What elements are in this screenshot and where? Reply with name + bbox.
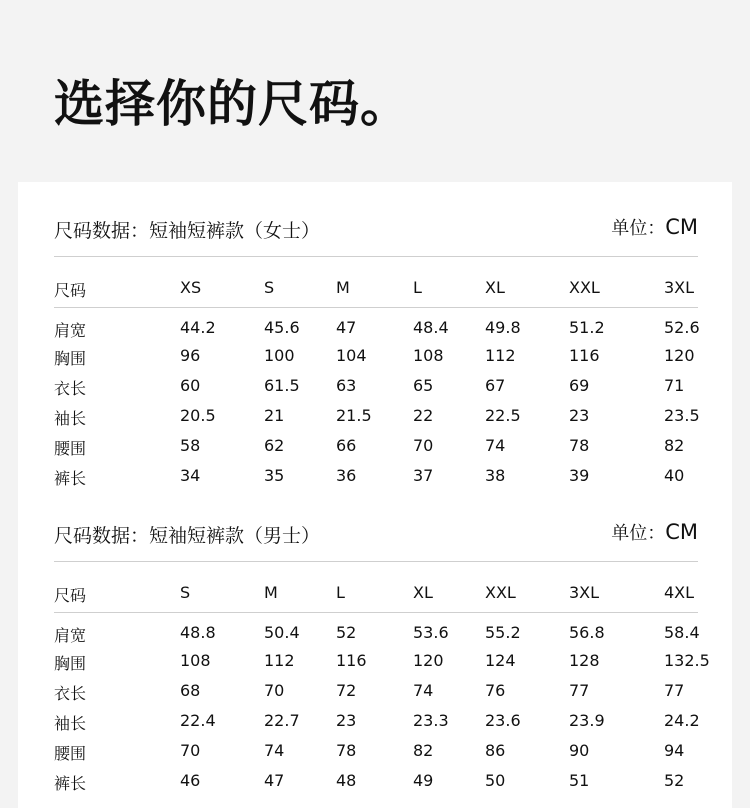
measurement-row xyxy=(54,681,734,705)
measurement-value: 70 xyxy=(264,681,285,700)
measurement-value: 60 xyxy=(180,376,201,395)
women-size-header-row xyxy=(54,278,734,302)
measurement-value: 38 xyxy=(485,466,506,485)
measurement-value: 23 xyxy=(336,711,357,730)
measurement-row xyxy=(54,623,734,647)
size-column-header: XL xyxy=(485,278,505,297)
measurement-value: 51.2 xyxy=(569,318,605,337)
measurement-row xyxy=(54,406,734,430)
measurement-value: 23.9 xyxy=(569,711,605,730)
measurement-value: 100 xyxy=(264,346,295,365)
measurement-value: 70 xyxy=(180,741,201,760)
measurement-value: 72 xyxy=(336,681,357,700)
men-unit-value: CM xyxy=(665,520,698,544)
measurement-value: 62 xyxy=(264,436,285,455)
size-column-header: XS xyxy=(180,278,202,297)
measurement-value: 61.5 xyxy=(264,376,300,395)
measurement-label: 肩宽 xyxy=(54,626,87,645)
measurement-value: 128 xyxy=(569,651,600,670)
measurement-value: 108 xyxy=(180,651,211,670)
measurement-value: 116 xyxy=(569,346,600,365)
size-column-header: L xyxy=(336,583,345,602)
measurement-value: 120 xyxy=(664,346,695,365)
measurement-value: 96 xyxy=(180,346,201,365)
measurement-value: 48.8 xyxy=(180,623,216,642)
measurement-value: 63 xyxy=(336,376,357,395)
size-column-header: S xyxy=(264,278,275,297)
men-size-header-row xyxy=(54,583,734,607)
measurement-value: 69 xyxy=(569,376,590,395)
measurement-value: 40 xyxy=(664,466,685,485)
measurement-label: 胸围 xyxy=(54,654,87,673)
measurement-value: 22.5 xyxy=(485,406,521,425)
divider xyxy=(54,307,698,308)
measurement-value: 76 xyxy=(485,681,506,700)
measurement-value: 124 xyxy=(485,651,516,670)
size-column-header: XXL xyxy=(569,278,600,297)
measurement-value: 22.7 xyxy=(264,711,300,730)
measurement-value: 74 xyxy=(413,681,434,700)
measurement-value: 94 xyxy=(664,741,685,760)
measurement-value: 71 xyxy=(664,376,685,395)
measurement-value: 120 xyxy=(413,651,444,670)
measurement-value: 49.8 xyxy=(485,318,521,337)
size-chart-card xyxy=(18,182,732,808)
measurement-value: 77 xyxy=(664,681,685,700)
measurement-value: 20.5 xyxy=(180,406,216,425)
measurement-label: 衣长 xyxy=(54,379,87,398)
men-section-title: 尺码数据：短袖短裤款（男士） xyxy=(54,525,321,547)
measurement-value: 52 xyxy=(336,623,357,642)
measurement-value: 77 xyxy=(569,681,590,700)
measurement-row xyxy=(54,346,734,370)
measurement-row xyxy=(54,466,734,490)
measurement-value: 78 xyxy=(569,436,590,455)
measurement-label: 肩宽 xyxy=(54,321,87,340)
measurement-row xyxy=(54,651,734,675)
measurement-value: 56.8 xyxy=(569,623,605,642)
measurement-value: 21.5 xyxy=(336,406,372,425)
measurement-value: 52 xyxy=(664,771,685,790)
measurement-label: 衣长 xyxy=(54,684,87,703)
measurement-value: 82 xyxy=(664,436,685,455)
measurement-value: 58 xyxy=(180,436,201,455)
size-column-header: L xyxy=(413,278,422,297)
size-column-header: XL xyxy=(413,583,433,602)
measurement-value: 24.2 xyxy=(664,711,700,730)
measurement-value: 23 xyxy=(569,406,590,425)
measurement-value: 104 xyxy=(336,346,367,365)
measurement-value: 49 xyxy=(413,771,434,790)
women-unit-label: 单位： xyxy=(611,218,666,239)
measurement-row xyxy=(54,771,734,795)
measurement-value: 50.4 xyxy=(264,623,300,642)
size-column-header: S xyxy=(180,583,191,602)
measurement-value: 48 xyxy=(336,771,357,790)
measurement-row xyxy=(54,318,734,342)
measurement-value: 23.3 xyxy=(413,711,449,730)
measurement-value: 90 xyxy=(569,741,590,760)
page-title: 选择你的尺码。 xyxy=(54,75,411,133)
measurement-value: 50 xyxy=(485,771,506,790)
measurement-value: 21 xyxy=(264,406,285,425)
measurement-value: 55.2 xyxy=(485,623,521,642)
size-column-header: XXL xyxy=(485,583,516,602)
measurement-value: 47 xyxy=(336,318,357,337)
measurement-value: 70 xyxy=(413,436,434,455)
size-header-label: 尺码 xyxy=(54,281,87,300)
size-column-header: M xyxy=(336,278,350,297)
size-column-header: 4XL xyxy=(664,583,695,602)
measurement-value: 45.6 xyxy=(264,318,300,337)
measurement-value: 34 xyxy=(180,466,201,485)
measurement-row xyxy=(54,376,734,400)
measurement-value: 58.4 xyxy=(664,623,700,642)
men-unit-label: 单位： xyxy=(611,523,666,544)
measurement-value: 23.6 xyxy=(485,711,521,730)
measurement-value: 46 xyxy=(180,771,201,790)
measurement-value: 82 xyxy=(413,741,434,760)
measurement-label: 裤长 xyxy=(54,469,87,488)
size-column-header: 3XL xyxy=(569,583,600,602)
measurement-row xyxy=(54,711,734,735)
measurement-value: 67 xyxy=(485,376,506,395)
measurement-value: 74 xyxy=(485,436,506,455)
women-section-title: 尺码数据：短袖短裤款（女士） xyxy=(54,220,321,242)
measurement-label: 胸围 xyxy=(54,349,87,368)
measurement-label: 腰围 xyxy=(54,744,87,763)
size-column-header: 3XL xyxy=(664,278,695,297)
women-unit xyxy=(611,214,698,240)
divider xyxy=(54,561,698,562)
measurement-value: 108 xyxy=(413,346,444,365)
measurement-value: 51 xyxy=(569,771,590,790)
measurement-value: 44.2 xyxy=(180,318,216,337)
measurement-value: 22.4 xyxy=(180,711,216,730)
measurement-value: 23.5 xyxy=(664,406,700,425)
size-header-label: 尺码 xyxy=(54,586,87,605)
measurement-value: 35 xyxy=(264,466,285,485)
measurement-value: 132.5 xyxy=(664,651,710,670)
measurement-value: 112 xyxy=(264,651,295,670)
men-unit xyxy=(611,519,698,545)
divider xyxy=(54,612,698,613)
measurement-value: 68 xyxy=(180,681,201,700)
divider xyxy=(54,256,698,257)
women-unit-value: CM xyxy=(665,215,698,239)
measurement-value: 53.6 xyxy=(413,623,449,642)
measurement-value: 22 xyxy=(413,406,434,425)
measurement-value: 37 xyxy=(413,466,434,485)
men-section-header xyxy=(54,517,698,551)
measurement-label: 袖长 xyxy=(54,409,87,428)
measurement-value: 65 xyxy=(413,376,434,395)
measurement-value: 116 xyxy=(336,651,367,670)
measurement-label: 袖长 xyxy=(54,714,87,733)
measurement-label: 裤长 xyxy=(54,774,87,793)
size-column-header: M xyxy=(264,583,278,602)
measurement-value: 74 xyxy=(264,741,285,760)
measurement-value: 52.6 xyxy=(664,318,700,337)
measurement-value: 66 xyxy=(336,436,357,455)
measurement-value: 112 xyxy=(485,346,516,365)
measurement-value: 48.4 xyxy=(413,318,449,337)
measurement-value: 36 xyxy=(336,466,357,485)
measurement-row xyxy=(54,436,734,460)
measurement-value: 39 xyxy=(569,466,590,485)
measurement-value: 47 xyxy=(264,771,285,790)
measurement-value: 86 xyxy=(485,741,506,760)
measurement-value: 78 xyxy=(336,741,357,760)
measurement-label: 腰围 xyxy=(54,439,87,458)
women-section-header xyxy=(54,212,698,246)
measurement-row xyxy=(54,741,734,765)
